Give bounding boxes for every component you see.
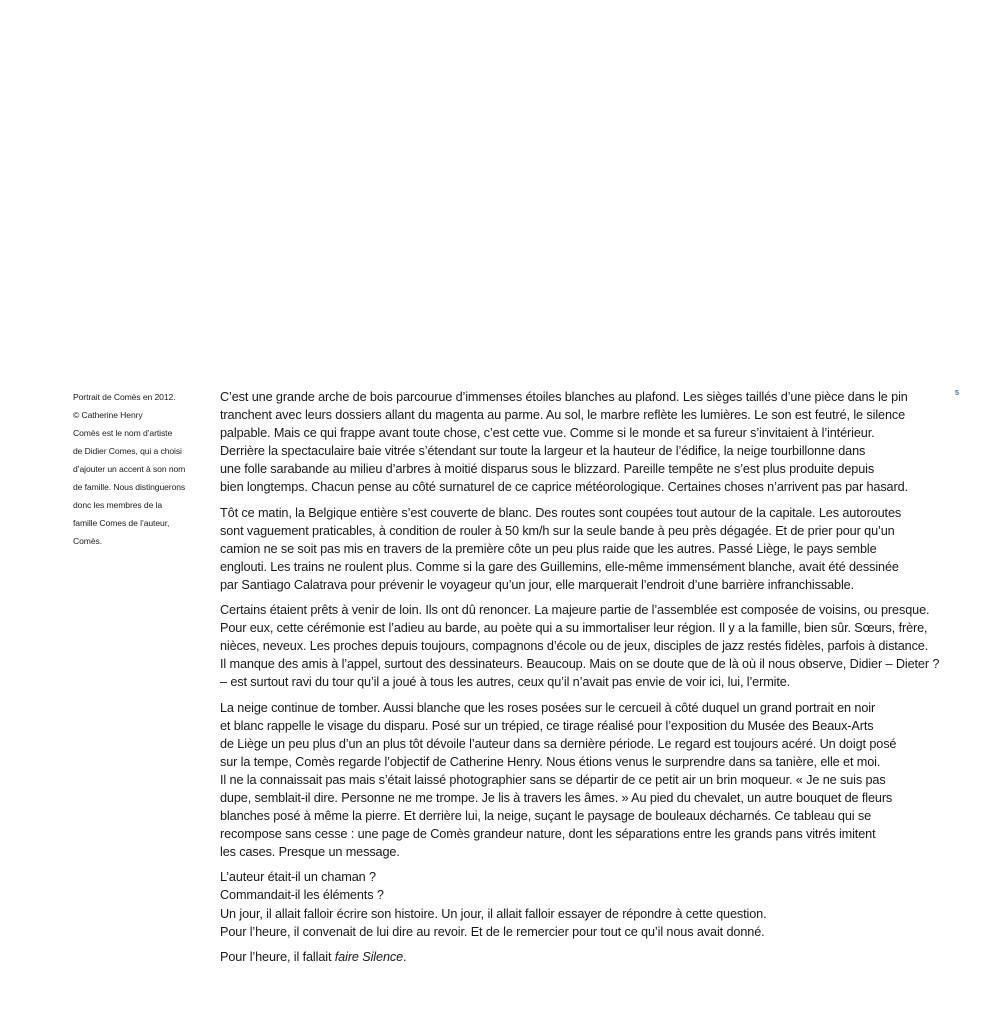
caption-line: Portrait de Comès en 2012. [73, 392, 176, 402]
text-line: dupe, semblait-il dire. Personne ne me trompe. Je lis à travers les âmes. » Au pied du chevalet, un autre bouquet de fleurs [220, 790, 893, 805]
text-line: englouti. Les trains ne roulent plus. Comme si la gare des Guillemins, elle-même immensément blanche, avait été dessinée [220, 559, 899, 574]
text-line: blanches posé à même la pierre. Et derrière lui, la neige, suçant le paysage de bouleaux décharnés. Ce tableau qui se [220, 809, 872, 824]
page-number: 5 [955, 390, 959, 397]
caption-line: d’ajouter un accent à son nom [73, 464, 186, 474]
paragraph-2 [220, 504, 945, 594]
text-line: Tôt ce matin, la Belgique entière s’est couverte de blanc. Des routes sont coupées tout autour de la capitale. Les autoroutes [220, 505, 902, 520]
text-line: Un jour, il allait falloir écrire son histoire. Un jour, il allait falloir essayer de répondre à cette question. [220, 906, 767, 921]
text-line: Pour l’heure, il convenait de lui dire au revoir. Et de le remercier pour tout ce qu’il nous avait donné. [220, 924, 765, 939]
caption-line: Comès est le nom d’artiste [73, 428, 173, 438]
text-line: les cases. Presque un message. [220, 845, 400, 860]
text-line: une folle sarabande au milieu d’arbres à moitié disparus sous le blizzard. Pareille tempête ne s’est plus produite depuis [220, 462, 875, 477]
text-line: Pour eux, cette cérémonie est l’adieu au barde, au poète qui a su immortaliser leur région. Il y a la famille, bien sûr. Sœurs, frère, [220, 621, 928, 636]
text-line: – est surtout ravi du tour qu’il a joué à tous les autres, ceux qu’il n’avait pas envie de voir ici, lui, l’ermite. [220, 675, 791, 690]
caption-line: famille Comes de l’auteur, [73, 518, 170, 528]
paragraph-5 [220, 868, 945, 940]
text-line: Il manque des amis à l’appel, surtout des dessinateurs. Beaucoup. Mais on se doute que de là où il nous observe, Didier – Dieter ? [220, 657, 940, 672]
closing-prefix: Pour l’heure, il fallait [220, 949, 335, 964]
text-line: sont vaguement praticables, à condition de rouler à 50 km/h sur la seule bande à peu près dégagée. Et de prier pour qu’un [220, 523, 895, 538]
caption-line: de Didier Comes, qui a choisi [73, 446, 182, 456]
text-line: recompose sans cesse : une page de Comès grandeur nature, dont les séparations entre les grands pans vitrés imitent [220, 827, 876, 842]
closing-italic-phrase: faire Silence [334, 949, 404, 964]
text-line: palpable. Mais ce qui frappe avant toute chose, c’est cette vue. Comme si le monde et sa fureur s’invitaient à l’intérieur. [220, 426, 875, 441]
text-line: camion ne se soit pas mis en travers de la première côte un peu plus raide que les autres. Passé Liège, le pays semble [220, 541, 877, 556]
text-line: de Liège un peu plus d’un an plus tôt dévoile l’auteur dans sa dernière période. Le regard est toujours acéré. Un doigt posé [220, 736, 897, 751]
text-line [220, 948, 945, 966]
paragraph-4 [220, 699, 945, 862]
caption-line: de famille. Nous distinguerons [73, 482, 186, 492]
paragraph-1 [220, 388, 945, 497]
text-line: Derrière la spectaculaire baie vitrée s’étendant sur toute la largeur et la hauteur de l’édifice, la neige tourbillonne dans [220, 444, 866, 459]
text-line: Il ne la connaissait pas mais s’était laissé photographier sans se départir de ce petit air un brin moqueur. « Je ne suis pas [220, 772, 886, 787]
caption-line: Comès. [73, 536, 103, 546]
text-line: Commandait-il les éléments ? [220, 888, 384, 903]
text-line: tranchent avec leurs dossiers allant du magenta au parme. Au sol, le marbre reflète les lumières. Le son est feutré, le silence [220, 408, 906, 423]
caption-line: donc les membres de la [73, 500, 163, 510]
paragraph-3 [220, 601, 945, 691]
text-line: par Santiago Calatrava pour prévenir le voyageur qu’un jour, elle marquerait l’endroit d’une barrière infranchissable. [220, 577, 854, 592]
text-line: bien longtemps. Chacun pense au côté surnaturel de ce caprice météorologique. Certaines choses n’arrivent pas par hasard. [220, 480, 908, 495]
text-line: et blanc rappelle le visage du disparu. Posé sur un trépied, ce tirage réalisé pour l’exposition du Musée des Beaux-Arts [220, 718, 874, 733]
text-line: Certains étaient prêts à venir de loin. Ils ont dû renoncer. La majeure partie de l’assemblée est composée de voisins, ou presque. [220, 603, 930, 618]
text-line: La neige continue de tomber. Aussi blanche que les roses posées sur le cercueil à côté duquel un grand portrait en noir [220, 700, 876, 715]
text-line: C’est une grande arche de bois parcourue d’immenses étoiles blanches au plafond. Les sièges taillés d’une pièce dans le pin [220, 390, 908, 404]
caption-line: © Catherine Henry [73, 410, 143, 420]
photo-caption [73, 388, 198, 550]
text-line: sur la tempe, Comès regarde l’objectif de Catherine Henry. Nous étions venus le surprendre dans sa tanière, elle et moi. [220, 754, 881, 769]
closing-suffix: . [403, 949, 407, 964]
text-line: nièces, neveux. Les proches depuis toujours, compagnons d’école ou de jeux, disciples de jazz restés fidèles, parfois à distance. [220, 639, 929, 654]
paragraph-6 [220, 948, 945, 966]
body-text [220, 388, 945, 973]
text-line: L’auteur était-il un chaman ? [220, 870, 376, 885]
